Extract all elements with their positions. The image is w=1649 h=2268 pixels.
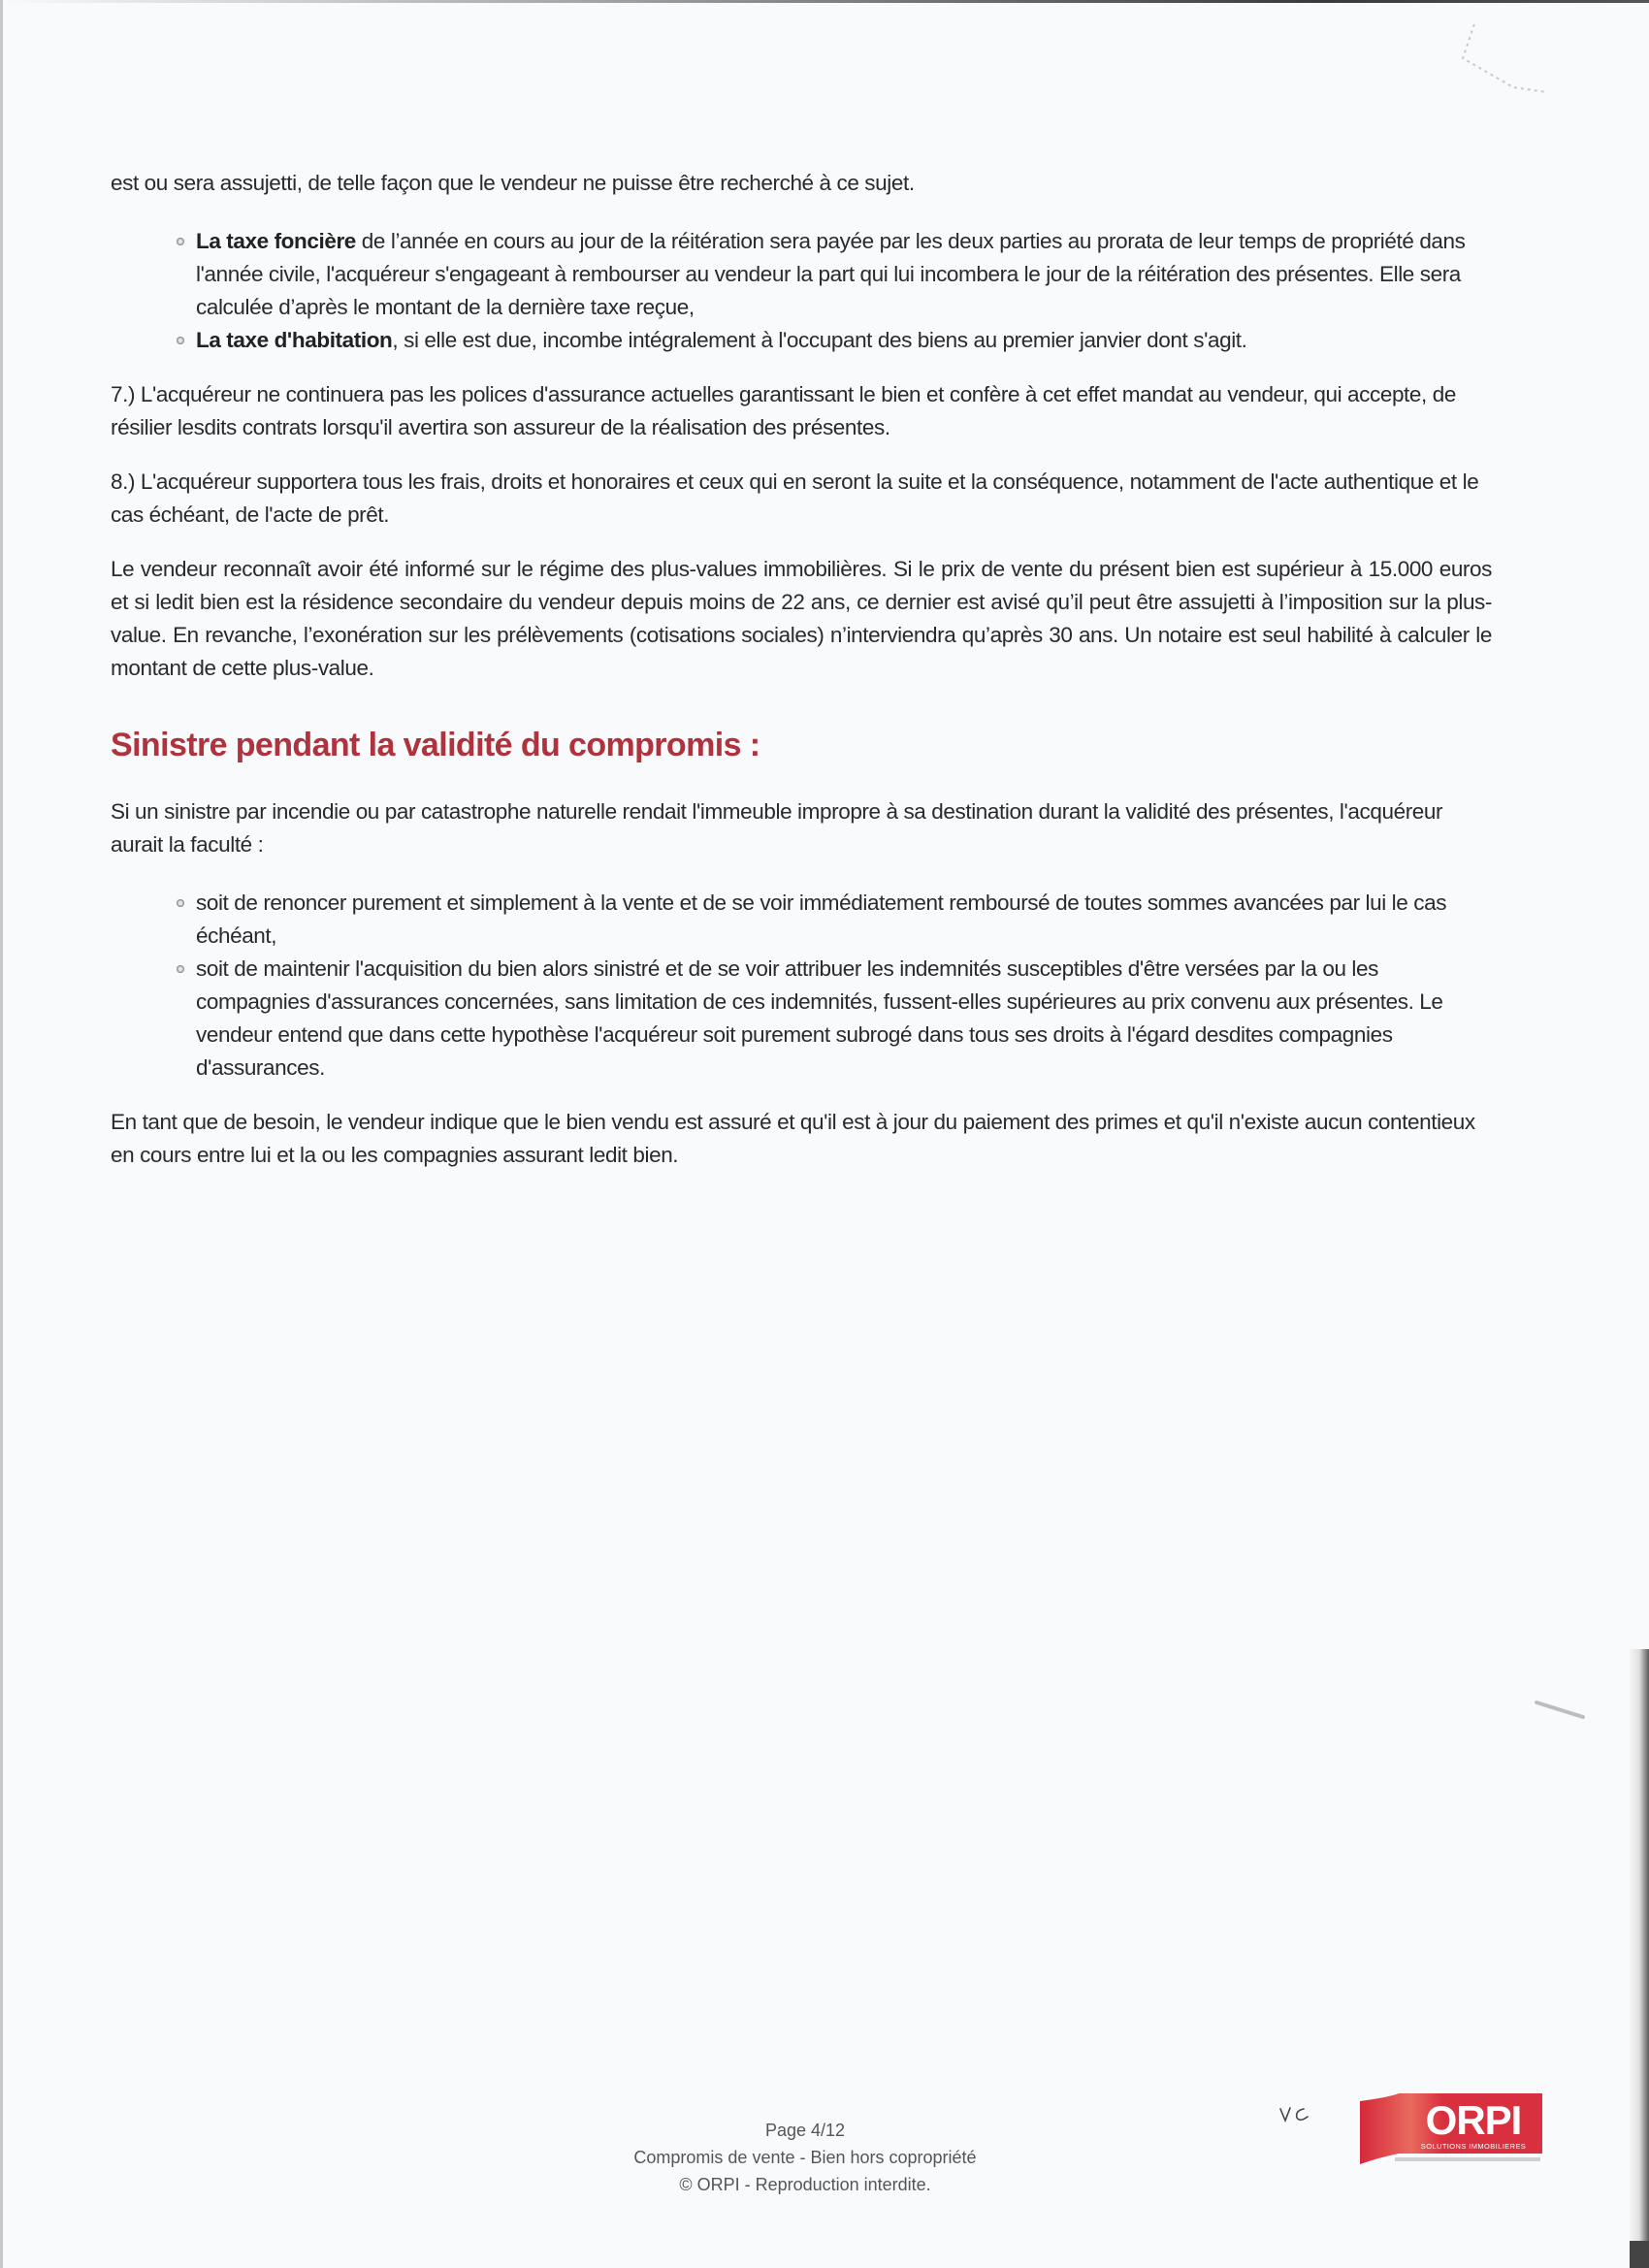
initials-signature	[1278, 2103, 1317, 2128]
handwritten-initials	[1278, 2103, 1317, 2134]
bullet-icon	[177, 337, 184, 344]
logo-wordmark: ORPI	[1425, 2097, 1522, 2143]
section-heading-sinistre: Sinistre pendant la validité du compromis :	[111, 727, 760, 763]
term-taxe-habitation: La taxe d'habitation	[196, 328, 393, 352]
clause-7: 7.) L'acquéreur ne continuera pas les polices d'assurance actuelles garantissant le bien et confère à cet effet mandat au vendeur, qui accepte, de résilier lesdits contrats lorsqu'il avertira son assureur de la réalisation des présentes.	[111, 382, 1456, 439]
document-body	[111, 167, 1492, 1172]
scan-left-edge	[0, 0, 3, 2268]
bullet-icon	[177, 238, 184, 245]
orpi-logo	[1360, 2090, 1542, 2167]
closing-paragraph: En tant que de besoin, le vendeur indique que le bien vendu est assuré et qu'il est à jour du paiement des primes et qu'il n'existe aucun contentieux en cours entre lui et la ou les compagnies assurant ledit bien.	[111, 1110, 1475, 1167]
list-item-maintenir	[196, 953, 1492, 1085]
page-footer	[543, 2117, 1067, 2198]
tax-list	[111, 225, 1492, 357]
copyright-notice: © ORPI - Reproduction interdite.	[679, 2175, 931, 2194]
logo-tagline: SOLUTIONS IMMOBILIERES	[1420, 2142, 1527, 2151]
intro-line: est ou sera assujetti, de telle façon que le vendeur ne puisse être recherché à ce sujet.	[111, 171, 915, 195]
option-renoncer-text: soit de renoncer purement et simplement à la vente et de se voir immédiatement remboursé de toutes sommes avancées par lui le cas échéant,	[196, 891, 1447, 948]
list-item-renoncer	[196, 887, 1492, 953]
scan-fold-mark	[1455, 19, 1562, 97]
taxe-fonciere-text: de l’année en cours au jour de la réitération sera payée par les deux parties au prorata de leur temps de propriété dans l'année civile, l'acquéreur s'engageant à rembourser au vendeur la part qui lui incombera le jour de la réitération des présentes. Elle sera calculée d’après le montant de la dernière taxe reçue,	[196, 229, 1466, 319]
bullet-icon	[177, 965, 184, 973]
scan-bottom-corner	[1630, 2241, 1649, 2268]
taxe-habitation-text: , si elle est due, incombe intégralement à l'occupant des biens au premier janvier dont s'agit.	[392, 328, 1247, 352]
scan-right-edge	[1630, 1649, 1649, 2268]
list-item-taxe-habitation	[196, 324, 1492, 357]
scan-top-edge	[0, 0, 1649, 3]
scan-streak-mark	[1535, 1698, 1593, 1727]
plus-values-paragraph: Le vendeur reconnaît avoir été informé sur le régime des plus-values immobilières. Si le prix de vente du présent bien est supérieur à 15.000 euros et si ledit bien est la résidence secondaire du vendeur depuis moins de 22 ans, ce dernier est avisé qu’il peut être assujetti à l’imposition sur la plus-value. En revanche, l’exonération sur les prélèvements (cotisations sociales) n’interviendra qu’après 30 ans. Un notaire est seul habilité à calculer le montant de cette plus-value.	[111, 557, 1492, 680]
clause-8: 8.) L'acquéreur supportera tous les frais, droits et honoraires et ceux qui en seront la suite et la conséquence, notamment de l'acte authentique et le cas échéant, de l'acte de prêt.	[111, 470, 1479, 527]
page-number: Page 4/12	[764, 2121, 846, 2140]
term-taxe-fonciere: La taxe foncière	[196, 229, 356, 253]
sinistre-options-list	[111, 887, 1492, 1085]
document-title: Compromis de vente - Bien hors copropriété	[633, 2148, 977, 2167]
list-item-taxe-fonciere	[196, 225, 1492, 324]
bullet-icon	[177, 899, 184, 907]
sinistre-intro: Si un sinistre par incendie ou par catastrophe naturelle rendait l'immeuble impropre à sa destination durant la validité des présentes, l'acquéreur aurait la faculté :	[111, 799, 1443, 857]
option-maintenir-text: soit de maintenir l'acquisition du bien alors sinistré et de se voir attribuer les indemnités susceptibles d'être versées par la ou les compagnies d'assurances concernées, sans limitation de ces indemnités, fussent-elles supérieures au prix convenu aux présentes. Le vendeur entend que dans cette hypothèse l'acquéreur soit purement subrogé dans tous ses droits à l'égard desdites compagnies d'assurances.	[196, 956, 1443, 1080]
